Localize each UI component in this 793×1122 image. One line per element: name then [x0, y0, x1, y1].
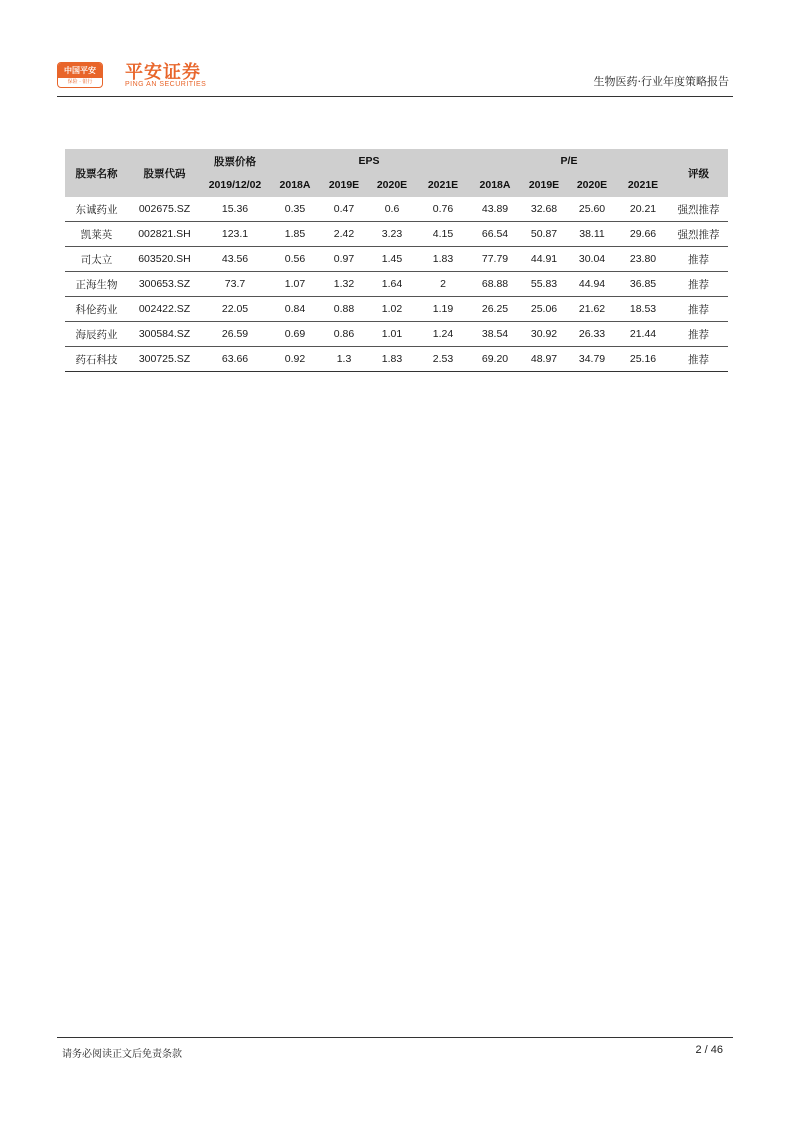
cell-eps: 0.92	[269, 347, 321, 372]
header-pe: P/E	[469, 149, 669, 173]
cell-pe: 38.54	[469, 322, 521, 347]
cell-pe: 66.54	[469, 222, 521, 247]
report-title: 生物医药·行业年度策略报告	[593, 75, 729, 88]
cell-price: 43.56	[201, 247, 269, 272]
cell-pe: 55.83	[521, 272, 567, 297]
cell-stock-code: 300584.SZ	[128, 322, 201, 347]
cell-eps: 0.97	[321, 247, 367, 272]
header-divider	[57, 96, 733, 97]
table-row	[65, 222, 728, 247]
cell-pe: 43.89	[469, 197, 521, 222]
cell-eps: 1.07	[269, 272, 321, 297]
cell-pe: 48.97	[521, 347, 567, 372]
cell-pe: 69.20	[469, 347, 521, 372]
header-eps-year: 2021E	[417, 173, 469, 197]
cell-eps: 0.35	[269, 197, 321, 222]
cell-stock-code: 300725.SZ	[128, 347, 201, 372]
cell-eps: 3.23	[367, 222, 417, 247]
cell-pe: 21.62	[567, 297, 617, 322]
page-number: 2 / 46	[695, 1044, 723, 1056]
header-price-date: 2019/12/02	[201, 173, 269, 197]
table-body	[65, 197, 728, 372]
cell-pe: 68.88	[469, 272, 521, 297]
cell-rating: 推荐	[669, 272, 728, 297]
cell-pe: 21.44	[617, 322, 669, 347]
table-row	[65, 347, 728, 372]
cell-rating: 强烈推荐	[669, 197, 728, 222]
brand-name-en: PING AN SECURITIES	[125, 81, 207, 88]
cell-eps: 1.02	[367, 297, 417, 322]
table-row	[65, 297, 728, 322]
header-eps-year: 2019E	[321, 173, 367, 197]
cell-eps: 1.32	[321, 272, 367, 297]
cell-stock-name: 海辰药业	[65, 322, 128, 347]
cell-stock-name: 正海生物	[65, 272, 128, 297]
cell-eps: 1.19	[417, 297, 469, 322]
cell-pe: 32.68	[521, 197, 567, 222]
header-pe-year: 2020E	[567, 173, 617, 197]
cell-eps: 1.01	[367, 322, 417, 347]
footer-divider	[57, 1037, 733, 1038]
cell-price: 63.66	[201, 347, 269, 372]
cell-eps: 0.76	[417, 197, 469, 222]
cell-pe: 44.91	[521, 247, 567, 272]
header-rating: 评级	[669, 149, 728, 197]
cell-eps: 2.42	[321, 222, 367, 247]
cell-stock-code: 002422.SZ	[128, 297, 201, 322]
cell-stock-code: 002821.SH	[128, 222, 201, 247]
header-stock-price: 股票价格	[201, 149, 269, 173]
header-pe-year: 2021E	[617, 173, 669, 197]
table-row	[65, 247, 728, 272]
cell-stock-name: 司太立	[65, 247, 128, 272]
cell-eps: 1.83	[367, 347, 417, 372]
table-row	[65, 272, 728, 297]
cell-pe: 25.16	[617, 347, 669, 372]
table-row	[65, 197, 728, 222]
brand-name: 平安证券	[125, 62, 201, 83]
cell-eps: 2	[417, 272, 469, 297]
header-eps-year: 2018A	[269, 173, 321, 197]
cell-eps: 2.53	[417, 347, 469, 372]
table-row	[65, 322, 728, 347]
cell-stock-name: 科伦药业	[65, 297, 128, 322]
cell-eps: 0.47	[321, 197, 367, 222]
cell-price: 15.36	[201, 197, 269, 222]
cell-pe: 30.92	[521, 322, 567, 347]
ping-an-logo-badge	[57, 62, 103, 88]
cell-eps: 1.83	[417, 247, 469, 272]
cell-pe: 20.21	[617, 197, 669, 222]
cell-rating: 推荐	[669, 247, 728, 272]
cell-rating: 强烈推荐	[669, 222, 728, 247]
cell-eps: 1.24	[417, 322, 469, 347]
cell-price: 22.05	[201, 297, 269, 322]
cell-stock-code: 002675.SZ	[128, 197, 201, 222]
header-pe-year: 2019E	[521, 173, 567, 197]
logo-badge-bottom: 保险 · 银行	[67, 79, 93, 85]
cell-eps: 1.3	[321, 347, 367, 372]
cell-pe: 25.60	[567, 197, 617, 222]
cell-eps: 1.85	[269, 222, 321, 247]
header-eps: EPS	[269, 149, 469, 173]
cell-eps: 1.45	[367, 247, 417, 272]
header-eps-year: 2020E	[367, 173, 417, 197]
cell-price: 123.1	[201, 222, 269, 247]
cell-pe: 36.85	[617, 272, 669, 297]
cell-rating: 推荐	[669, 322, 728, 347]
header-pe-year: 2018A	[469, 173, 521, 197]
disclaimer-note: 请务必阅读正文后免责条款	[62, 1049, 182, 1060]
cell-eps: 0.88	[321, 297, 367, 322]
cell-pe: 23.80	[617, 247, 669, 272]
cell-pe: 26.25	[469, 297, 521, 322]
cell-pe: 25.06	[521, 297, 567, 322]
cell-pe: 38.11	[567, 222, 617, 247]
stock-rating-table	[65, 149, 728, 372]
cell-stock-name: 药石科技	[65, 347, 128, 372]
cell-pe: 34.79	[567, 347, 617, 372]
cell-price: 26.59	[201, 322, 269, 347]
cell-pe: 29.66	[617, 222, 669, 247]
logo-badge-top: 中国平安	[58, 63, 102, 78]
cell-pe: 50.87	[521, 222, 567, 247]
cell-eps: 1.64	[367, 272, 417, 297]
cell-price: 73.7	[201, 272, 269, 297]
cell-eps: 0.84	[269, 297, 321, 322]
cell-stock-code: 603520.SH	[128, 247, 201, 272]
cell-pe: 30.04	[567, 247, 617, 272]
cell-eps: 0.6	[367, 197, 417, 222]
cell-stock-code: 300653.SZ	[128, 272, 201, 297]
cell-pe: 26.33	[567, 322, 617, 347]
cell-rating: 推荐	[669, 347, 728, 372]
cell-eps: 0.86	[321, 322, 367, 347]
cell-pe: 44.94	[567, 272, 617, 297]
cell-pe: 77.79	[469, 247, 521, 272]
cell-eps: 0.69	[269, 322, 321, 347]
cell-pe: 18.53	[617, 297, 669, 322]
header-stock-code: 股票代码	[128, 149, 201, 197]
page-header	[57, 58, 733, 98]
cell-rating: 推荐	[669, 297, 728, 322]
header-stock-name: 股票名称	[65, 149, 128, 197]
cell-eps: 0.56	[269, 247, 321, 272]
cell-stock-name: 凯莱英	[65, 222, 128, 247]
cell-eps: 4.15	[417, 222, 469, 247]
cell-stock-name: 东诚药业	[65, 197, 128, 222]
table-header	[65, 149, 728, 197]
